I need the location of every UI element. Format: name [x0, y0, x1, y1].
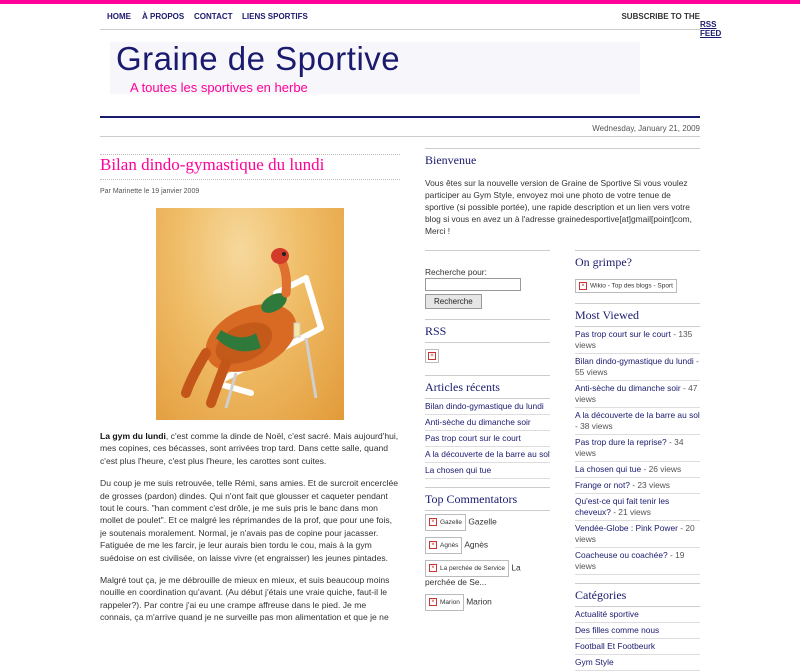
post-title[interactable]: Bilan dindo-gymastique du lundi: [100, 154, 400, 180]
list-item: [425, 591, 550, 614]
nav-a-propos[interactable]: À PROPOS: [142, 12, 185, 21]
broken-image-icon: ×: [428, 352, 436, 360]
commentator-badge[interactable]: × Gazelle: [425, 514, 466, 531]
list-item: [425, 534, 550, 557]
list-item: La chosen qui tue - 26 views: [575, 462, 700, 478]
most-viewed-link[interactable]: A la découverte de la barre au sol: [575, 410, 700, 420]
top-commentators-heading: Top Commentators: [425, 487, 550, 511]
most-viewed-link[interactable]: Bilan dindo-gymastique du lundi: [575, 356, 694, 366]
recent-article-link[interactable]: La chosen qui tue: [425, 465, 492, 475]
recent-article-link[interactable]: Pas trop court sur le court: [425, 433, 521, 443]
commentator-name: La perchée de Se...: [425, 562, 521, 587]
list-item: [425, 463, 550, 479]
post-paragraph-1: La gym du lundi, c'est comme la dinde de Noël, c'est sacré. Mais aujourd'hui, mes copines, ces bécasses, sont arrivées trop tard. Dans cette salle, quand c'est plus l'heure, c'est plus l'heure, les carottes sont cuites.: [100, 431, 399, 466]
subscribe-rss: [621, 12, 722, 38]
commentator-badge[interactable]: × Marion: [425, 594, 464, 611]
list-item: Frange or not? - 23 views: [575, 478, 700, 494]
most-viewed-list: [575, 327, 700, 575]
current-date: Wednesday, January 21, 2009: [592, 124, 700, 133]
post-image: [156, 208, 344, 420]
commentator-name: Marion: [466, 596, 492, 607]
welcome-heading: Bienvenue: [425, 148, 700, 171]
rss-badge[interactable]: [425, 347, 550, 365]
list-item: [425, 511, 550, 534]
most-viewed-link[interactable]: Pas trop dure la reprise?: [575, 437, 667, 447]
category-link[interactable]: Des filles comme nous: [575, 625, 660, 635]
broken-image-icon: ×: [429, 541, 437, 549]
most-viewed-link[interactable]: Qu'est-ce qui fait tenir les cheveux?: [575, 496, 670, 517]
subscribe-prefix: SUBSCRIBE TO THE: [621, 12, 700, 21]
site-header: [100, 30, 700, 118]
roast-turkey-illustration: [156, 208, 344, 420]
sidebar-middle: [425, 250, 550, 614]
list-item: [425, 431, 550, 447]
most-viewed-link[interactable]: Pas trop court sur le court: [575, 329, 671, 339]
categories-list: [575, 607, 700, 671]
list-item: [425, 557, 550, 591]
recent-articles-list: [425, 399, 550, 479]
site-title[interactable]: Graine de Sportive: [116, 40, 401, 77]
list-item: A la découverte de la barre au sol - 38 views: [575, 408, 700, 435]
list-item: [425, 399, 550, 415]
top-navigation: [100, 4, 722, 38]
most-viewed-link[interactable]: Vendée-Globe : Pink Power: [575, 523, 678, 533]
broken-image-icon: ×: [429, 564, 437, 572]
list-item: [575, 639, 700, 655]
post-paragraph-3: Malgré tout ça, je me débrouille de mieux en mieux, et suis beaucoup moins nouille en coordination qu'avant. (Au début j'étais une vraie quiche, faut-il le rappeler?). Par contre j'ai eu une crampe affreuse dans le pied. Je me connais, ça m'arrive quand je ne surveille pas mon alimentation et que je ne: [100, 575, 390, 623]
post-byline: Par Marinette le 19 janvier 2009: [100, 188, 200, 195]
list-item: [425, 415, 550, 431]
list-item: [575, 623, 700, 639]
most-viewed-heading: Most Viewed: [575, 303, 700, 327]
welcome-text: Vous êtes sur la nouvelle version de Graine de Sportive Si vous voulez participer au Gym Style, envoyez moi une photo de votre tenue de sportive (si possible portée), une rapide description et un lien vers votre blog si vous en avez un à l'adresse grainedesportive[at]gmail[point]com, Merci !: [425, 178, 692, 236]
most-viewed-link[interactable]: La chosen qui tue: [575, 464, 642, 474]
commentator-badge[interactable]: × Agnès: [425, 537, 462, 554]
list-item: [575, 607, 700, 623]
category-link[interactable]: Actualité sportive: [575, 609, 639, 619]
top-commentators-list: [425, 511, 550, 614]
site-tagline: A toutes les sportives en herbe: [130, 80, 308, 95]
commentator-name: Gazelle: [468, 516, 497, 527]
rss-feed-link[interactable]: RSS FEED: [700, 20, 722, 38]
search-label: Recherche pour:: [425, 267, 487, 277]
recent-article-link[interactable]: Anti-sèche du dimanche soir: [425, 417, 531, 427]
recent-article-link[interactable]: Bilan dindo-gymastique du lundi: [425, 401, 544, 411]
list-item: Pas trop dure la reprise? - 34 views: [575, 435, 700, 462]
nav-contact[interactable]: CONTACT: [194, 12, 233, 21]
recent-articles-heading: Articles récents: [425, 375, 550, 399]
on-grimpe-heading: On grimpe?: [575, 250, 700, 273]
nav-liens-sportifs[interactable]: LIENS SPORTIFS: [242, 12, 308, 21]
list-item: Coacheuse ou coachée? - 19 views: [575, 548, 700, 575]
post-body: [100, 430, 400, 634]
list-item: [425, 447, 550, 463]
rss-heading: RSS: [425, 319, 550, 343]
broken-image-icon: ×: [429, 518, 437, 526]
most-viewed-link[interactable]: Anti-sèche du dimanche soir: [575, 383, 681, 393]
nav-home[interactable]: HOME: [107, 12, 131, 21]
list-item: [575, 655, 700, 671]
categories-heading: Catégories: [575, 583, 700, 607]
commentator-badge[interactable]: × La perchée de Service: [425, 560, 509, 577]
most-viewed-link[interactable]: Frange or not?: [575, 480, 630, 490]
list-item: Bilan dindo-gymastique du lundi - 55 views: [575, 354, 700, 381]
broken-image-icon: ×: [429, 598, 437, 606]
search-button[interactable]: Recherche: [425, 294, 482, 309]
recent-article-link[interactable]: A la découverte de la barre au sol: [425, 449, 550, 459]
commentator-name: Agnès: [464, 539, 489, 550]
post-paragraph-2: Du coup je me suis retrouvée, telle Rémi, sans amies. Et de surcroit encerclée de grosses (pardon) dindes. Qui n'ont fait que glousser et caqueter pendant tout le cours. "han comment c'est drôle, je me suis pris le banc dans mon mollet de poulet". Et ce malgré les réprimandes de la prof, que pour une fois, je soutenais moralement. Normal, je n'avais pas de copine pour jacasser. Fatiguée de me les farcir, je leur aurais bien tordu le cou, mais à la gym suédoise on est civilisée, on laisse vivre (et engraisser) les jeunes pintades.: [100, 478, 399, 563]
post-lead: La gym du lundi: [100, 431, 166, 441]
category-link[interactable]: Gym Style: [575, 657, 614, 667]
search-input[interactable]: [425, 278, 521, 291]
welcome-widget: [425, 148, 700, 237]
most-viewed-link[interactable]: Coacheuse ou coachée?: [575, 550, 668, 560]
list-item: Anti-sèche du dimanche soir - 47 views: [575, 381, 700, 408]
category-link[interactable]: Football Et Footbeurk: [575, 641, 656, 651]
list-item: Qu'est-ce qui fait tenir les cheveux? - 21 views: [575, 494, 700, 521]
wikio-badge[interactable]: × Wikio - Top des blogs - Sport: [575, 279, 677, 293]
list-item: Vendée-Globe : Pink Power - 20 views: [575, 521, 700, 548]
broken-image-icon: ×: [579, 282, 587, 290]
list-item: Pas trop court sur le court - 135 views: [575, 327, 700, 354]
sidebar-right: [575, 250, 700, 671]
